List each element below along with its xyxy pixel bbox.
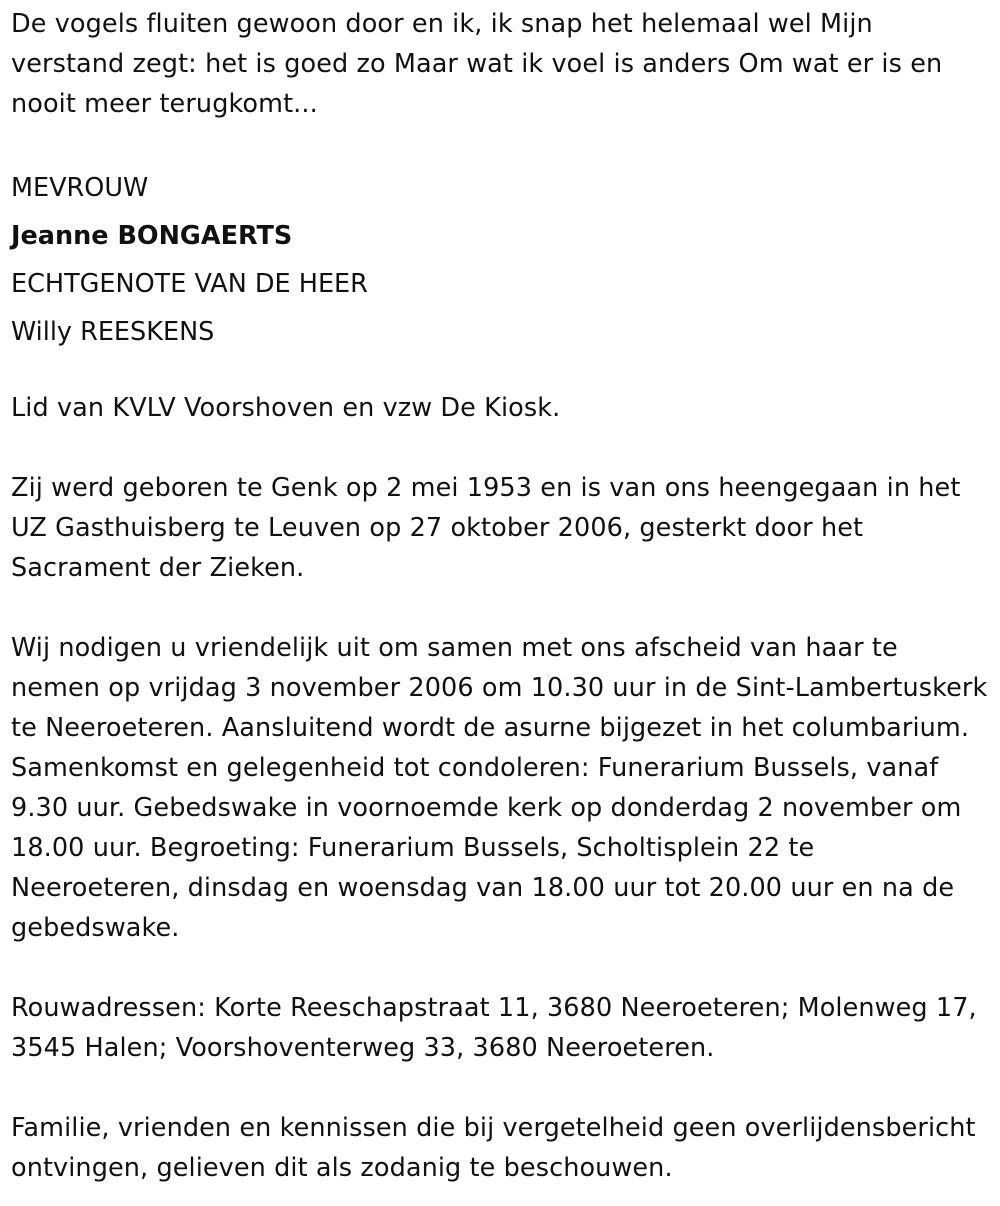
membership-text: Lid van KVLV Voorshoven en vzw De Kiosk. [11, 393, 561, 423]
intro-poem: De vogels fluiten gewoon door en ik, ik snap het helemaal wel Mijn verstand zegt: het is goed zo Maar wat ik voel is anders Om wat er is en nooit meer terugkomt... [11, 9, 943, 119]
title-line: MEVROUW [11, 173, 149, 203]
spacer [11, 588, 988, 628]
spacer [11, 428, 988, 468]
ceremony-text: Wij nodigen u vriendelijk uit om samen met ons afscheid van haar te nemen op vrijdag 3 november 2006 om 10.30 uur in de Sint-Lambertuskerk te Neeroeteren. Aansluitend wordt de asurne bijgezet in het columbarium. Samenkomst en gelegenheid tot condoleren: Funerarium Bussels, vanaf 9.30 uur. Gebedswake in voornoemde kerk op donderdag 2 november om 18.00 uur. Begroeting: Funerarium Bussels, Scholtisplein 22 te Neeroeteren, dinsdag en woensdag van 18.00 uur tot 20.00 uur en na de gebedswake. [11, 633, 988, 943]
birth-death-text: Zij werd geboren te Genk op 2 mei 1953 en is van ons heengegaan in het UZ Gasthuisberg te Leuven op 27 oktober 2006, gesterkt door het Sacrament der Zieken. [11, 473, 961, 583]
relation-line: ECHTGENOTE VAN DE HEER [11, 269, 368, 299]
spacer [11, 356, 988, 388]
spacer [11, 948, 988, 988]
spacer [11, 1068, 988, 1108]
spouse-name: Willy REESKENS [11, 317, 215, 347]
spacer [11, 124, 988, 164]
addresses-text: Rouwadressen: Korte Reeschapstraat 11, 3680 Neeroeteren; Molenweg 17, 3545 Halen; Voorshoventerweg 33, 3680 Neeroeteren. [11, 993, 977, 1063]
deceased-name: Jeanne BONGAERTS [11, 221, 293, 251]
closing-text: Familie, vrienden en kennissen die bij vergetelheid geen overlijdensbericht ontvingen, gelieven dit als zodanig te beschouwen. [11, 1113, 976, 1183]
